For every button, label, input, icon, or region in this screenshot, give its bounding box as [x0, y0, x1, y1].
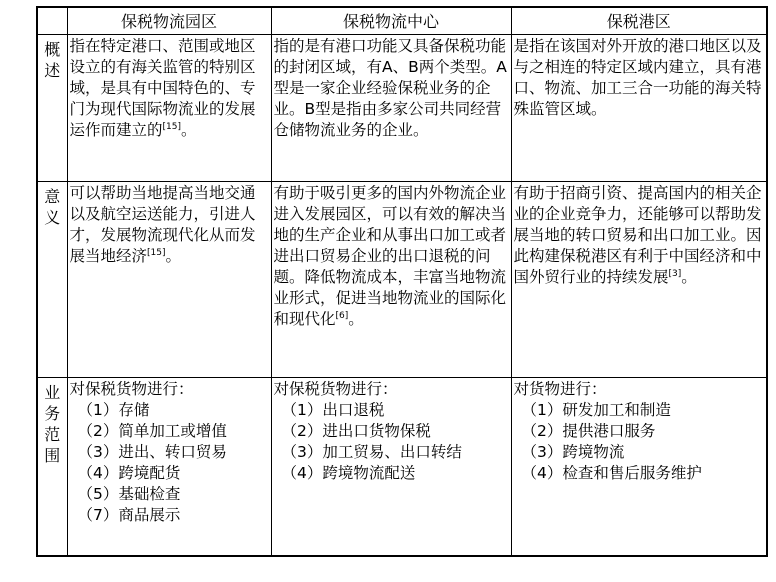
citation: [3]	[668, 268, 682, 279]
list-item: （5）基础检查	[77, 485, 181, 503]
scope-list	[274, 400, 509, 484]
header-bonded-logistics-center: 保税物流中心	[271, 7, 511, 35]
cell-text-tail: 。	[681, 268, 697, 286]
scope-title: 对货物进行：	[513, 380, 607, 398]
cell-overview-park	[67, 35, 271, 182]
list-item: （4）跨境物流配送	[281, 464, 416, 482]
row-label-char: 范	[44, 425, 61, 444]
list-item: （3）加工贸易、出口转结	[281, 443, 462, 461]
scope-title: 对保税货物进行：	[273, 380, 398, 398]
list-item: （2）提供港口服务	[521, 422, 656, 440]
cell-text-tail: 。	[165, 247, 182, 265]
row-label-char: 务	[44, 404, 61, 423]
scope-list	[514, 400, 765, 484]
list-item: （3）进出、转口贸易	[77, 443, 227, 461]
header-bonded-port-area: 保税港区	[511, 7, 767, 35]
cell-meaning-port	[511, 182, 767, 378]
row-label-char: 义	[44, 208, 61, 227]
cell-text: 有助于招商引资、提高国内的相关企业的企业竞争力，还能够可以帮助发展当地的转口贸易和出口加工业。因此构建保税港区有利于中国经济和中国外贸行业的持续发展	[513, 184, 762, 286]
list-item: （1）存储	[77, 401, 150, 419]
list-item: （2）简单加工或增值	[77, 422, 227, 440]
list-item: （7）商品展示	[77, 506, 181, 524]
cell-text: 可以帮助当地提高当地交通以及航空运送能力，引进人才，发展物流现代化从而发展当地经济	[69, 184, 256, 265]
header-row	[37, 7, 767, 35]
cell-scope-center	[271, 378, 511, 556]
row-overview	[37, 35, 767, 182]
cell-text: 是指在该国对外开放的港口地区以及与之相连的特定区域内建立，具有港口、物流、加工三合一功能的海关特殊监管区域。	[513, 37, 762, 118]
row-scope	[37, 378, 767, 556]
cell-text: 指的是有港口功能又具备保税功能的封闭区域，有A、B两个类型。A型是一家企业经验保税业务的企业。B型是指由多家公司共同经营仓储物流业务的企业。	[273, 37, 507, 139]
cell-text-tail: 。	[181, 121, 197, 139]
cell-text: 指在特定港口、范围或地区设立的有海关监管的特别区域，是具有中国特色的、专门为现代国际物流业的发展运作而建立的	[69, 37, 256, 139]
cell-scope-port	[511, 378, 767, 556]
list-item: （2）进出口货物保税	[281, 422, 431, 440]
row-label-char: 概	[44, 40, 61, 59]
cell-text: 有助于吸引更多的国内外物流企业进入发展园区，可以有效的解决当地的生产企业和从事出口加工或者进出口贸易企业的出口退税的问题。降低物流成本，丰富当地物流业形式，促进当地物流业的国际化和现代化	[273, 184, 507, 328]
cell-overview-center	[271, 35, 511, 182]
row-label-overview	[37, 35, 67, 182]
citation: [15]	[162, 121, 181, 132]
row-label-meaning	[37, 182, 67, 378]
header-bonded-logistics-park: 保税物流园区	[67, 7, 271, 35]
cell-text-tail: 。	[348, 310, 364, 328]
row-label-char: 业	[44, 383, 61, 402]
cell-meaning-park	[67, 182, 271, 378]
comparison-table	[36, 6, 768, 557]
cell-overview-port	[511, 35, 767, 182]
list-item: （1）研发加工和制造	[521, 401, 671, 419]
row-label-char: 意	[44, 187, 61, 206]
scope-title: 对保税货物进行：	[69, 380, 194, 398]
list-item: （3）跨境物流	[521, 443, 625, 461]
row-label-scope	[37, 378, 67, 556]
cell-meaning-center	[271, 182, 511, 378]
scope-list	[70, 400, 269, 526]
document-page	[36, 6, 766, 557]
list-item: （4）跨境配货	[77, 464, 181, 482]
list-item: （1）出口退税	[281, 401, 385, 419]
row-meaning	[37, 182, 767, 378]
citation: [15]	[147, 247, 166, 258]
cell-scope-park	[67, 378, 271, 556]
citation: [6]	[335, 310, 349, 321]
list-item: （4）检查和售后服务维护	[521, 464, 702, 482]
row-label-char: 围	[44, 446, 61, 465]
header-corner	[37, 7, 67, 35]
row-label-char: 述	[44, 61, 61, 80]
